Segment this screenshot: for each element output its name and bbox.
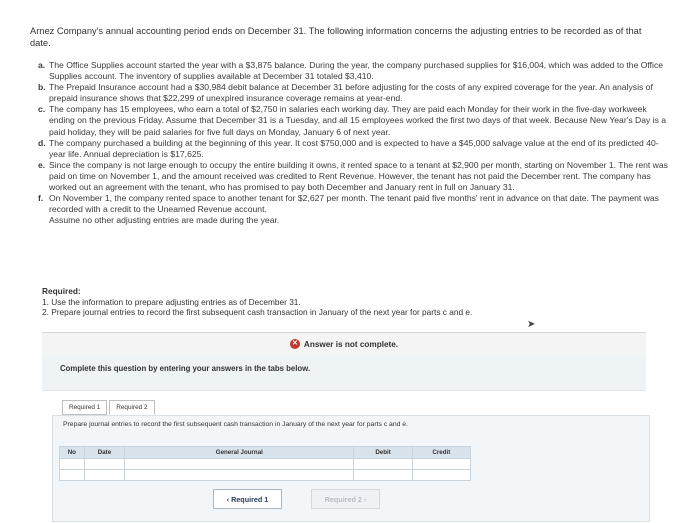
tab-bar [62,400,157,415]
item-text: The company has 15 employees, who earn a total of $2,750 in salaries each working day. They are paid each Monday for their work in the five-day workweek ending on the previous Friday. Assume that December 31 is a Tuesday, and all 15 employees worked the first two days of that week. Because New Year's Day is a paid holiday, they will be paid salaries for five full days on Monday, January 6 of next year. [49,104,667,137]
cell-credit[interactable] [412,459,470,470]
problem-items [38,60,670,226]
cell-account[interactable] [125,459,354,470]
item-marker: f. [38,193,44,204]
cell-credit[interactable] [412,470,470,481]
tab-instruction-text: Prepare journal entries to record the first subsequent cash transaction in January of the next year for parts c and e. [63,421,408,428]
answer-status-text: Answer is not complete. [303,339,399,349]
col-date-header: Date [84,447,125,459]
item-marker: e. [38,159,46,170]
tab-required-1[interactable]: Required 1 [62,400,107,415]
next-required-2-button[interactable]: Required 2 › [311,489,380,509]
item-text-body: On November 1, the company rented space to another tenant for $2,627 per month. The tenant paid five months' rent in advance on that date. The payment was recorded with a credit to the Unearned Revenue account. [49,193,659,215]
item-text: Since the company is not large enough to occupy the entire building it owns, it rented space to a tenant at $2,900 per month, starting on November 1. The rent was paid on time on November 1, and the amount received was credited to Rent Revenue. However, the tenant has not paid the December rent. The company has worked out an agreement with the tenant, who has promised to pay both December and January rent in full on January 31. [49,159,668,193]
table-row [60,459,471,470]
required-2-text: 2. Prepare journal entries to record the first subsequent cash transaction in January of the next year for parts c and e. [42,307,473,318]
item-marker: b. [38,82,46,93]
item-marker: d. [38,137,46,148]
cell-no [60,459,85,470]
instruction-text: Complete this question by entering your answers in the tabs below. [60,364,311,373]
item-e [38,160,670,193]
assumption-text: Assume no other adjusting entries are made during the year. [49,215,280,226]
problem-intro: Arnez Company's annual accounting period ends on December 31. The following information concerns the adjusting entries to be recorded as of that date. [30,26,642,48]
cell-account[interactable] [125,470,354,481]
answer-status-bar [42,332,646,356]
required-title: Required: [42,286,81,296]
cell-debit[interactable] [354,459,412,470]
item-c [38,104,670,137]
item-text [49,193,670,226]
required-section [42,286,662,318]
table-row [60,470,471,481]
instruction-panel [42,355,646,391]
item-text: The Office Supplies account started the year with a $3,875 balance. During the year, the company purchased supplies for $16,004, which was added to the Office Supplies account. The inventory of supplies available at December 31 totaled $3,410. [49,60,664,82]
cell-date[interactable] [84,470,125,481]
mouse-cursor-icon: ➤ [527,319,536,330]
item-text: The Prepaid Insurance account had a $30,984 debit balance at December 31 before adjusting for the costs of any expired coverage for the year. An analysis of prepaid insurance shows that $22,299 of unexpired insurance coverage remains at year-end. [49,82,653,104]
col-debit-header: Debit [354,447,412,459]
cell-date[interactable] [84,459,125,470]
col-general-journal-header: General Journal [125,447,354,459]
item-marker: a. [38,60,46,70]
col-no-header: No [60,447,85,459]
tab-required-2[interactable]: Required 2 [109,400,154,415]
item-d [38,138,670,160]
item-text: The company purchased a building at the beginning of this year. It cost $750,000 and is expected to have a $45,000 salvage value at the end of its predicted 40-year life. Annual depreciation is $17,625. [49,137,659,159]
item-marker: c. [38,104,46,115]
col-credit-header: Credit [412,447,470,459]
item-f [38,193,670,226]
journal-table [59,446,471,481]
cell-no [60,470,85,481]
item-a [38,60,670,82]
error-x-icon: ✕ [290,339,300,349]
cell-debit[interactable] [354,470,412,481]
item-b [38,82,670,104]
required-1-text: 1. Use the information to prepare adjusting entries as of December 31. [42,296,301,307]
table-header-row [60,447,471,459]
prev-required-1-button[interactable]: ‹ Required 1 [213,489,282,509]
